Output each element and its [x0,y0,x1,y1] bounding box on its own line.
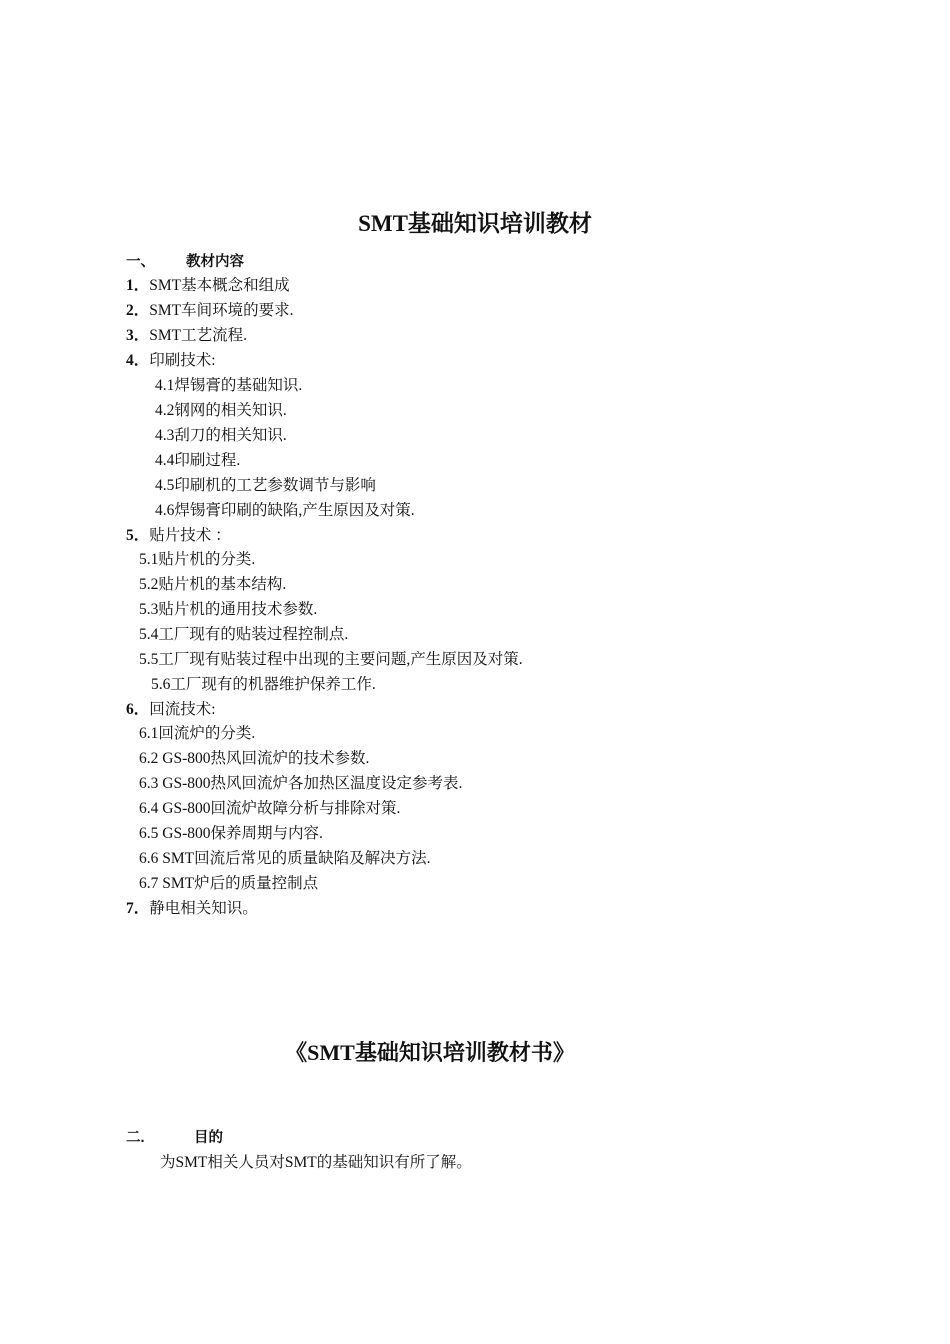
toc-item-number: 1． [126,277,150,294]
toc-item-text: 贴片技术 ： [149,527,231,544]
toc-item [126,525,231,547]
toc-subitem: 4.5印刷机的工艺参数调节与影响 [155,477,376,494]
book-title: 《SMT基础知识培训教材书》 [285,1040,575,1065]
toc-subitem: 5.6工厂现有的机器维护保养工作. [151,676,376,693]
section-1-heading: 教材内容 [186,254,244,270]
toc-subitem: 4.2钢网的相关知识. [155,402,287,419]
toc-subitem: 4.6焊锡膏印刷的缺陷,产生原因及对策. [155,502,415,519]
toc-subitem: 5.3贴片机的通用技术参数. [139,601,318,618]
toc-subitem: 5.1贴片机的分类. [139,551,256,568]
toc-item-text: SMT车间环境的要求. [149,302,294,319]
toc-subitem: 5.4工厂现有的贴装过程控制点. [139,626,349,643]
toc-subitem: 6.4 GS-800回流炉故障分析与排除对策. [139,800,401,817]
toc-subitem: 4.1焊锡膏的基础知识. [155,377,303,394]
toc-item [126,300,294,322]
toc-subitem: 6.1回流炉的分类. [139,725,256,742]
section-1-number: 一、 [126,254,155,270]
toc-subitem: 4.3刮刀的相关知识. [155,427,287,444]
toc-item-number: 7． [126,900,150,917]
toc-subitem: 5.2贴片机的基本结构. [139,576,287,593]
toc-item-text: SMT基本概念和组成 [149,277,290,294]
document-title: SMT基础知识培训教材 [358,211,592,236]
toc-subitem: 5.5工厂现有贴装过程中出现的主要问题,产生原因及对策. [139,651,523,668]
toc-subitem: 6.2 GS-800热风回流炉的技术参数. [139,750,370,767]
toc-item-number: 5． [126,527,150,544]
toc-item [126,699,216,721]
toc-subitem: 6.6 SMT回流后常见的质量缺陷及解决方法. [139,850,431,867]
toc-item-number: 2． [126,302,150,319]
section-2-heading: 目的 [194,1130,223,1146]
toc-subitem: 6.3 GS-800热风回流炉各加热区温度设定参考表. [139,775,463,792]
section-2-number: 二. [126,1130,145,1146]
toc-item [126,350,216,372]
toc-item-number: 4． [126,352,150,369]
toc-item [126,898,258,920]
toc-item-text: 静电相关知识。 [149,900,258,917]
toc-subitem: 6.5 GS-800保养周期与内容. [139,825,323,842]
toc-item [126,325,247,347]
toc-subitem: 6.7 SMT炉后的质量控制点 [139,875,319,892]
toc-item-text: 印刷技术: [149,352,216,369]
toc-item-number: 6． [126,701,150,718]
toc-item-text: 回流技术: [149,701,216,718]
toc-item-number: 3． [126,327,150,344]
toc-subitem: 4.4印刷过程. [155,452,241,469]
toc-item [126,275,290,297]
toc-item-text: SMT工艺流程. [149,327,248,344]
purpose-text: 为SMT相关人员对SMT的基础知识有所了解。 [160,1154,472,1171]
